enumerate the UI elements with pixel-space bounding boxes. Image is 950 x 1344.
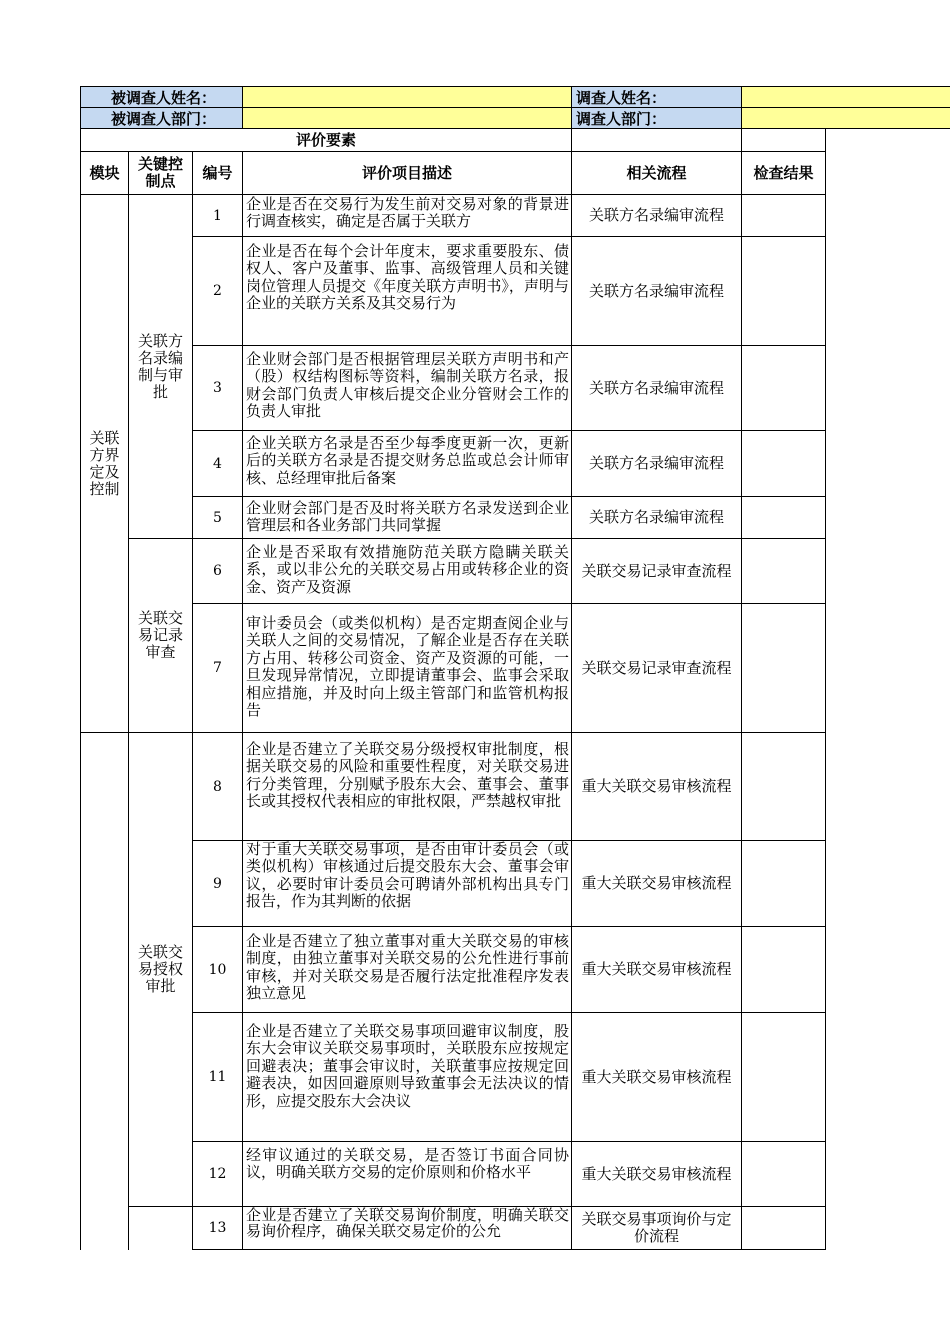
row-description: 企业财会部门是否根据管理层关联方声明书和产（股）权结构图标等资料，编制关联方名录，报财会部门负责人审核后提交企业分管财会工作的负责人审批 bbox=[242, 345, 572, 431]
row-description: 对于重大关联交易事项，是否由审计委员会（或类似机构）审核通过后提交股东大会、董事会审议，必要时审计委员会可聘请外部机构出具专门报告，作为其判断的依据 bbox=[242, 840, 572, 927]
key-control-cell: 关联方名录编制与审批 bbox=[128, 194, 193, 539]
row-description: 企业关联方名录是否至少每季度更新一次，更新后的关联方名录是否提交财务总监或总会计师审核、总经理审批后备案 bbox=[242, 430, 572, 497]
respondent-name-field[interactable] bbox=[242, 86, 572, 108]
col-key-control: 关键控制点 bbox=[128, 151, 193, 195]
row-number: 2 bbox=[192, 236, 243, 346]
row-description: 企业是否建立了关联交易询价制度，明确关联交易询价程序，确保关联交易定价的公允 bbox=[242, 1206, 572, 1250]
row-result[interactable] bbox=[741, 732, 826, 841]
row-number: 13 bbox=[192, 1206, 243, 1250]
respondent-dept-field[interactable] bbox=[242, 107, 572, 129]
header-spacer bbox=[571, 128, 742, 152]
row-result[interactable] bbox=[741, 236, 826, 346]
evaluation-elements-header: 评价要素 bbox=[80, 128, 572, 152]
row-process: 关联交易记录审查流程 bbox=[571, 538, 742, 604]
module-cell: 关联方界定及控制 bbox=[80, 194, 129, 733]
row-number: 12 bbox=[192, 1141, 243, 1207]
investigator-dept-label: 调查人部门： bbox=[571, 107, 742, 129]
row-process: 重大关联交易审核流程 bbox=[571, 840, 742, 927]
row-description: 经审议通过的关联交易，是否签订书面合同协议，明确关联方交易的定价原则和价格水平 bbox=[242, 1141, 572, 1207]
key-control-cell: 关联交易授权审批 bbox=[128, 732, 193, 1207]
row-number: 7 bbox=[192, 603, 243, 733]
row-description: 企业是否建立了关联交易事项回避审议制度，股东大会审议关联交易事项时，关联股东应按规定回避表决；董事会审议时，关联董事应按规定回避表决，如因回避原则导致董事会无法决议的情形，应提交股东大会决议 bbox=[242, 1012, 572, 1142]
row-result[interactable] bbox=[741, 603, 826, 733]
row-process: 重大关联交易审核流程 bbox=[571, 732, 742, 841]
row-process: 关联交易记录审查流程 bbox=[571, 603, 742, 733]
investigator-name-label: 调查人姓名： bbox=[571, 86, 742, 108]
row-number: 6 bbox=[192, 538, 243, 604]
header-spacer bbox=[741, 128, 826, 152]
row-number: 11 bbox=[192, 1012, 243, 1142]
row-result[interactable] bbox=[741, 926, 826, 1013]
row-description: 企业是否采取有效措施防范关联方隐瞒关联关系，或以非公允的关联交易占用或转移企业的资金、资产及资源 bbox=[242, 538, 572, 604]
row-description: 企业财会部门是否及时将关联方名录发送到企业管理层和各业务部门共同掌握 bbox=[242, 496, 572, 539]
col-result: 检查结果 bbox=[741, 151, 826, 195]
row-number: 4 bbox=[192, 430, 243, 497]
key-control-cell-continued bbox=[128, 1206, 193, 1250]
row-result[interactable] bbox=[741, 1012, 826, 1142]
row-result[interactable] bbox=[741, 1141, 826, 1207]
row-number: 10 bbox=[192, 926, 243, 1013]
row-result[interactable] bbox=[741, 840, 826, 927]
row-result[interactable] bbox=[741, 345, 826, 431]
row-number: 1 bbox=[192, 194, 243, 237]
row-number: 3 bbox=[192, 345, 243, 431]
row-process: 关联方名录编审流程 bbox=[571, 496, 742, 539]
investigator-dept-field[interactable] bbox=[741, 107, 950, 129]
row-result[interactable] bbox=[741, 430, 826, 497]
row-description: 企业是否建立了关联交易分级授权审批制度，根据关联交易的风险和重要性程度，对关联交易进行分类管理，分别赋予股东大会、董事会、董事长或其授权代表相应的审批权限，严禁越权审批 bbox=[242, 732, 572, 841]
respondent-dept-label: 被调查人部门： bbox=[80, 107, 243, 129]
col-description: 评价项目描述 bbox=[242, 151, 572, 195]
investigator-name-field[interactable] bbox=[741, 86, 950, 108]
col-process: 相关流程 bbox=[571, 151, 742, 195]
row-number: 9 bbox=[192, 840, 243, 927]
row-process: 关联方名录编审流程 bbox=[571, 236, 742, 346]
row-description: 企业是否在交易行为发生前对交易对象的背景进行调查核实，确定是否属于关联方 bbox=[242, 194, 572, 237]
row-process: 重大关联交易审核流程 bbox=[571, 1012, 742, 1142]
row-result[interactable] bbox=[741, 496, 826, 539]
respondent-name-label: 被调查人姓名： bbox=[80, 86, 243, 108]
row-result[interactable] bbox=[741, 194, 826, 237]
row-result[interactable] bbox=[741, 538, 826, 604]
row-process: 重大关联交易审核流程 bbox=[571, 926, 742, 1013]
row-process: 重大关联交易审核流程 bbox=[571, 1141, 742, 1207]
row-process: 关联方名录编审流程 bbox=[571, 430, 742, 497]
row-number: 5 bbox=[192, 496, 243, 539]
row-number: 8 bbox=[192, 732, 243, 841]
module-cell-continued bbox=[80, 732, 129, 1250]
key-control-cell: 关联交易记录审查 bbox=[128, 538, 193, 733]
row-result[interactable] bbox=[741, 1206, 826, 1250]
row-description: 企业是否在每个会计年度末，要求重要股东、债权人、客户及董事、监事、高级管理人员和关键岗位管理人员提交《年度关联方声明书》，声明与企业的关联方关系及其交易行为 bbox=[242, 236, 572, 346]
row-description: 审计委员会（或类似机构）是否定期查阅企业与关联人之间的交易情况，了解企业是否存在关联方占用、转移公司资金、资产及资源的可能，一旦发现异常情况，立即提请董事会、监事会采取相应措施，并及时向上级主管部门和监管机构报告 bbox=[242, 603, 572, 733]
row-process: 关联方名录编审流程 bbox=[571, 194, 742, 237]
col-number: 编号 bbox=[192, 151, 243, 195]
row-process: 关联交易事项询价与定价流程 bbox=[571, 1206, 742, 1250]
row-process: 关联方名录编审流程 bbox=[571, 345, 742, 431]
row-description: 企业是否建立了独立董事对重大关联交易的审核制度，由独立董事对关联交易的公允性进行事前审核，并对关联交易是否履行法定批准程序发表独立意见 bbox=[242, 926, 572, 1013]
col-module: 模块 bbox=[80, 151, 129, 195]
